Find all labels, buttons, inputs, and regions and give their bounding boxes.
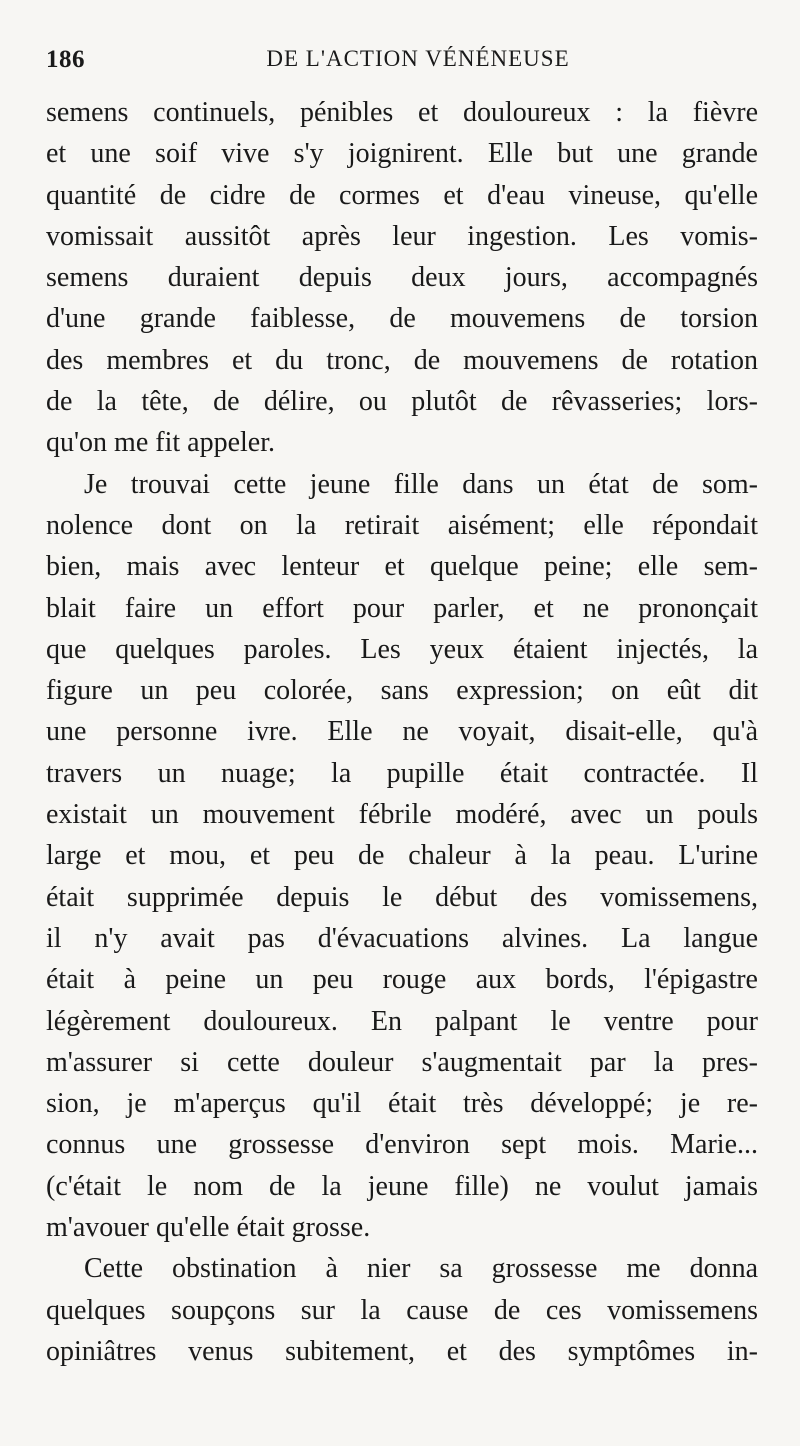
text-line: vomissait aussitôt après leur ingestion. Les vomis-: [46, 220, 758, 252]
text-line: existait un mouvement fébrile modéré, avec un pouls: [46, 799, 758, 831]
page-number: 186: [46, 46, 85, 73]
text-line: Je trouvai cette jeune fille dans un état de som-: [84, 468, 758, 500]
running-title: DE L'ACTION VÉNÉNEUSE: [266, 46, 570, 71]
text-line: était supprimée depuis le début des vomissemens,: [46, 881, 758, 913]
text-line: blait faire un effort pour parler, et ne prononçait: [46, 592, 758, 624]
text-line: connus une grossesse d'environ sept mois. Marie...: [46, 1129, 758, 1161]
text-line: semens continuels, pénibles et douloureux : la fièvre: [46, 97, 758, 128]
text-line: sion, je m'aperçus qu'il était très développé; je re-: [46, 1088, 758, 1120]
body-text: [46, 92, 758, 1372]
text-line: était à peine un peu rouge aux bords, l'épigastre: [46, 964, 758, 996]
text-line: des membres et du tronc, de mouvemens de rotation: [46, 344, 758, 376]
text-line: légèrement douloureux. En palpant le ventre pour: [46, 1005, 758, 1037]
text-line: semens duraient depuis deux jours, accompagnés: [46, 262, 758, 294]
text-line: de la tête, de délire, ou plutôt de rêvasseries; lors-: [46, 386, 758, 418]
running-head: [46, 46, 754, 76]
text-line: travers un nuage; la pupille était contractée. Il: [46, 757, 758, 789]
text-line: large et mou, et peu de chaleur à la peau. L'urine: [46, 840, 758, 872]
text-line: Cette obstination à nier sa grossesse me donna: [84, 1253, 758, 1285]
text-line: nolence dont on la retirait aisément; elle répondait: [46, 509, 758, 541]
text-line: une personne ivre. Elle ne voyait, disait-elle, qu'à: [46, 716, 758, 748]
text-line: m'avouer qu'elle était grosse.: [46, 1212, 371, 1244]
text-line: d'une grande faiblesse, de mouvemens de torsion: [46, 303, 758, 335]
text-line: (c'était le nom de la jeune fille) ne voulut jamais: [46, 1170, 758, 1202]
text-line: et une soif vive s'y joignirent. Elle but une grande: [46, 138, 758, 170]
text-line: m'assurer si cette douleur s'augmentait par la pres-: [46, 1046, 758, 1078]
text-line: il n'y avait pas d'évacuations alvines. La langue: [46, 922, 758, 954]
text-line: opiniâtres venus subitement, et des symptômes in-: [46, 1335, 758, 1367]
text-line: quelques soupçons sur la cause de ces vomissemens: [46, 1294, 758, 1326]
text-line: figure un peu colorée, sans expression; on eût dit: [46, 675, 758, 707]
text-line: que quelques paroles. Les yeux étaient injectés, la: [46, 633, 758, 665]
text-line: quantité de cidre de cormes et d'eau vineuse, qu'elle: [46, 179, 758, 211]
text-line: bien, mais avec lenteur et quelque peine; elle sem-: [46, 551, 758, 583]
text-line: qu'on me fit appeler.: [46, 427, 275, 459]
